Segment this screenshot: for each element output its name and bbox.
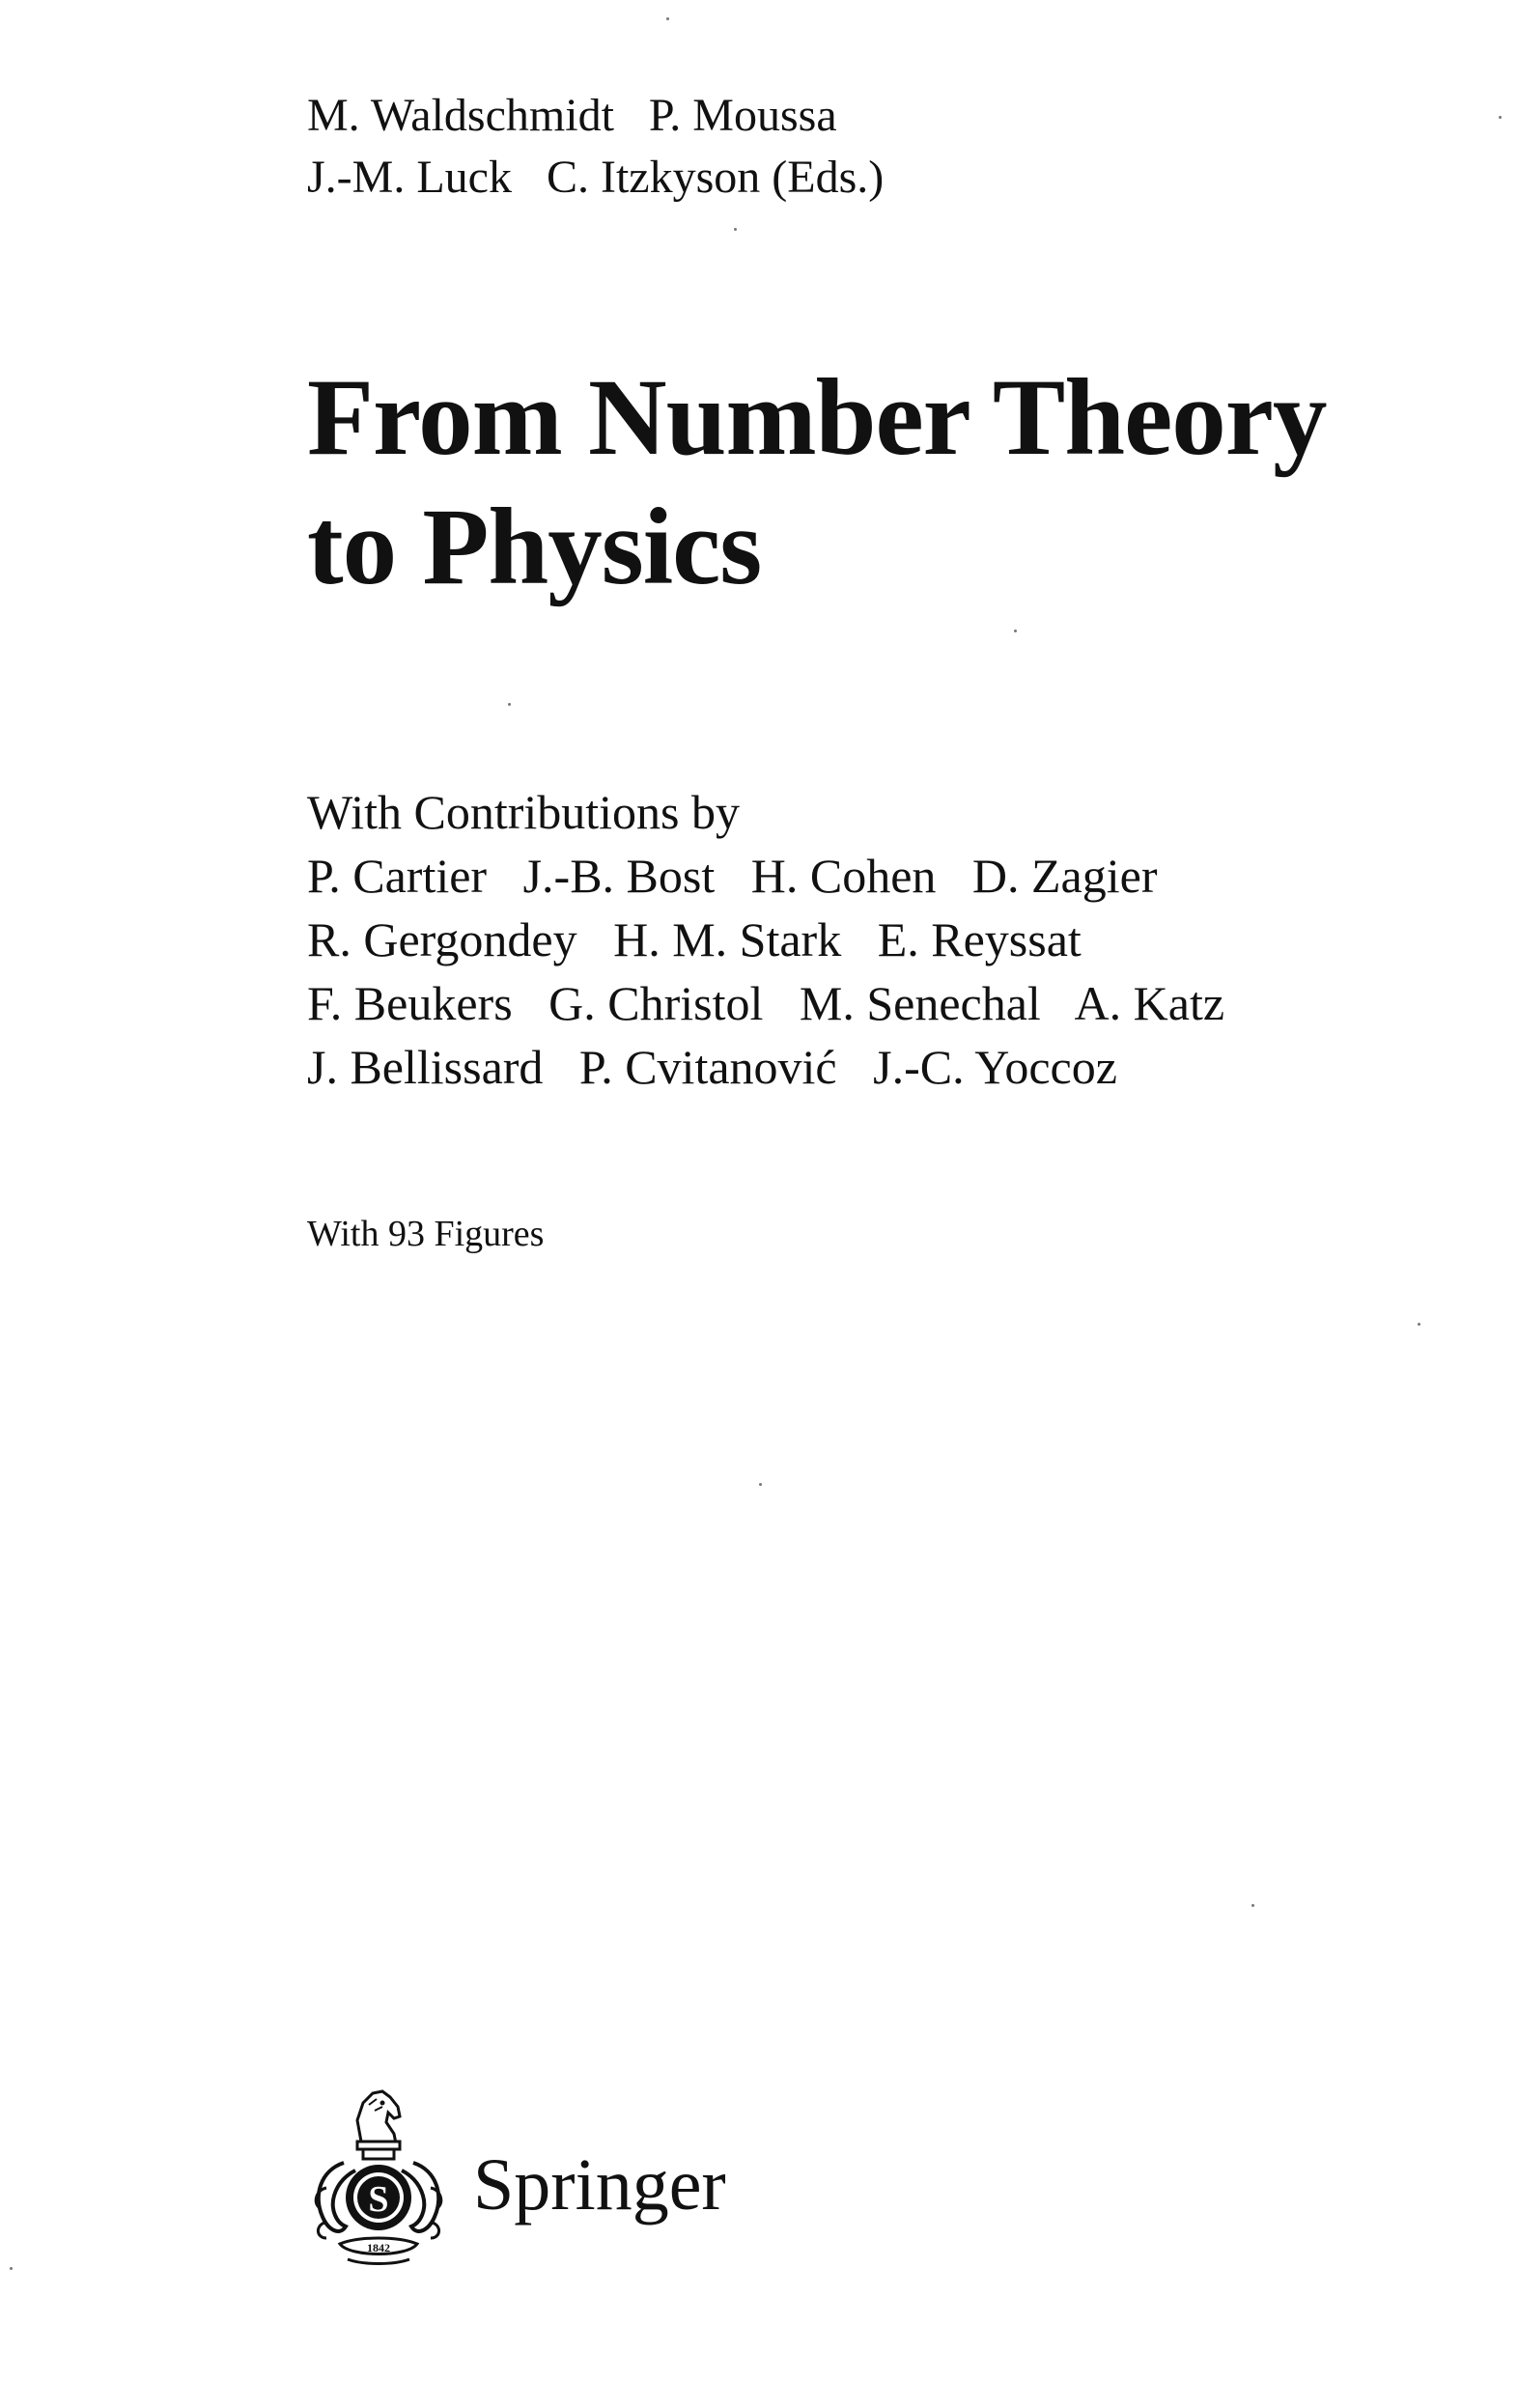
editors-block (307, 85, 884, 209)
logo-letter: S (368, 2179, 389, 2220)
scan-speck (10, 2267, 13, 2270)
book-title-line-1: From Number Theory (307, 357, 1327, 478)
scan-speck (508, 703, 511, 706)
scan-speck (759, 1483, 762, 1486)
book-title (307, 353, 1326, 612)
scan-speck (666, 17, 669, 20)
book-title-line-2: to Physics (307, 487, 762, 607)
scan-speck (734, 228, 737, 231)
scan-speck (1251, 1904, 1254, 1907)
contributors-line-3: F. Beukers G. Christol M. Senechal A. Katz (307, 976, 1225, 1030)
scan-speck (1014, 630, 1017, 632)
contributors-line-4: J. Bellissard P. Cvitanović J.-C. Yoccoz (307, 1040, 1117, 1094)
scan-speck (1499, 116, 1502, 119)
logo-year: 1842 (367, 2241, 390, 2254)
editors-line-2: J.-M. Luck C. Itzkyson (Eds.) (307, 152, 885, 203)
editors-line-1: M. Waldschmidt P. Moussa (307, 90, 837, 141)
contributors-heading: With Contributions by (307, 785, 740, 839)
publisher-name: Springer (473, 2144, 726, 2226)
scan-speck (1418, 1323, 1420, 1326)
contributors-line-2: R. Gergondey H. M. Stark E. Reyssat (307, 912, 1082, 966)
publisher-imprint (301, 2082, 803, 2265)
figures-note: With 93 Figures (307, 1214, 545, 1254)
contributors-line-1: P. Cartier J.-B. Bost H. Cohen D. Zagier (307, 849, 1158, 903)
springer-knight-logo-icon (301, 2082, 456, 2265)
contributors-block (307, 780, 1224, 1099)
